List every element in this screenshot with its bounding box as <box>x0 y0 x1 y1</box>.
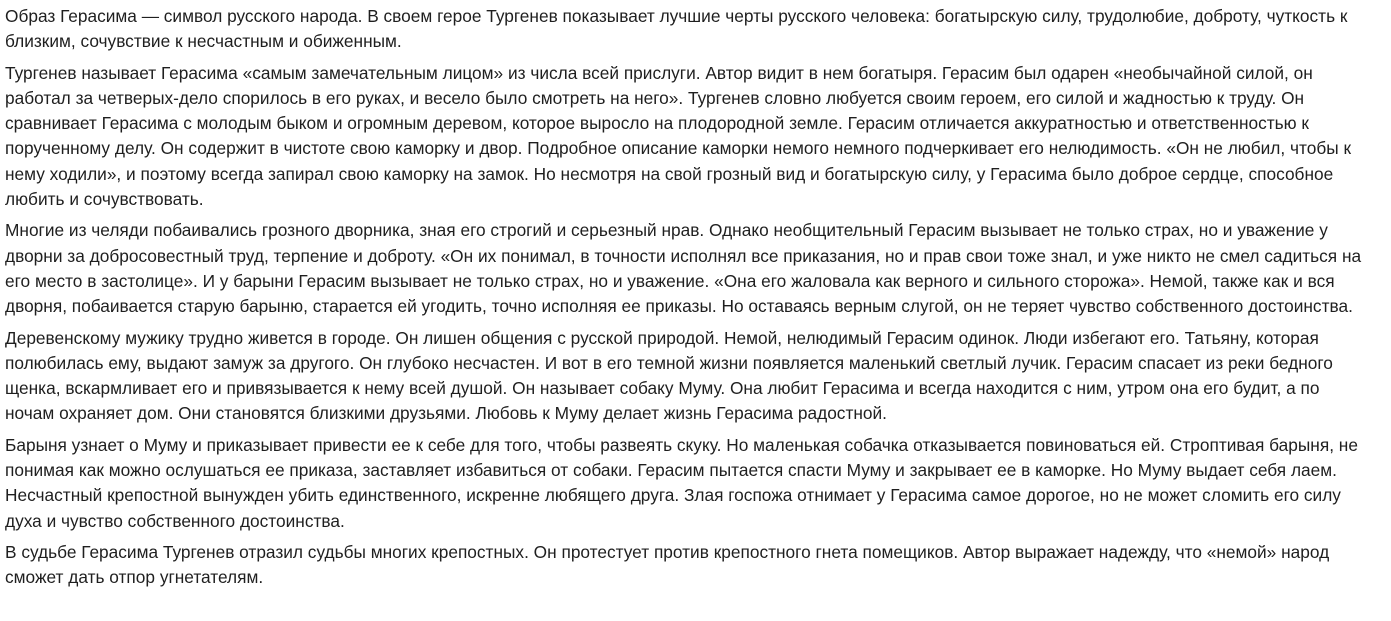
paragraph-1: Образ Герасима — символ русского народа. В своем герое Тургенев показывает лучшие черты русского человека: богатырскую силу, трудолюбие, доброту, чуткость к близким, сочувствие к несчастным и обиженным. <box>5 6 1348 52</box>
paragraph-6: В судьбе Герасима Тургенев отразил судьбы многих крепостных. Он протестует против крепостного гнета помещиков. Автор выражает надежду, что «немой» народ сможет дать отпор угнетателям. <box>5 541 1330 588</box>
paragraph-4: Деревенскому мужику трудно живется в городе. Он лишен общения с русской природой. Немой, нелюдимый Герасим одинок. Люди избегают его. Татьяну, которая полюбилась ему, выдают замуж за другого. Он глубоко несчастен. И вот в его темной жизни появляется маленький светлый лучик. Герасим спасает из реки бедного щенка, вскармливает его и привязывается к нему всей душой. Он называет собаку Муму. Она любит Герасима и всегда находится с ним, утром она его будит, а по ночам охраняет дом. Они становятся близкими друзьями. Любовь к Муму делает жизнь Герасима радостной. <box>5 327 1333 424</box>
essay-text <box>5 4 1371 597</box>
paragraph-3: Многие из челяди побаивались грозного дворника, зная его строгий и серьезный нрав. Однако необщительный Герасим вызывает не только страх, но и уважение у дворни за добросовестный труд, терпение и доброту. «Он их понимал, в точности исполнял все приказания, но и прав свои тоже знал, и уже никто не смел садиться на его место в застолице». И у барыни Герасим вызывает не только страх, но и уважение. «Она его жаловала как верного и сильного сторожа». Немой, также как и вся дворня, побаивается старую барыню, старается ей угодить, точно исполняя ее приказы. Но оставаясь верным слугой, он не теряет чувство собственного достоинства. <box>5 220 1362 317</box>
paragraph-5: Барыня узнает о Муму и приказывает привести ее к себе для того, чтобы развеять скуку. Но маленькая собачка отказывается повиноваться ей. Строптивая барыня, не понимая как можно ослушаться ее приказа, заставляет избавиться от собаки. Герасим пытается спасти Муму и закрывает ее в каморке. Но Муму выдает себя лаем. Несчастный крепостной вынужден убить единственного, искренне любящего друга. Злая госпожа отнимает у Герасима самое дорогое, но не может сломить его силу духа и чувство собственного достоинства. <box>5 434 1358 531</box>
paragraph-2: Тургенев называет Герасима «самым замечательным лицом» из числа всей прислуги. Автор видит в нем богатыря. Герасим был одарен «необычайной силой, он работал за четверых-дело спорилось в его руках, и весело было смотреть на него». Тургенев словно любуется своим героем, его силой и жадностью к труду. Он сравнивает Герасима с молодым быком и огромным деревом, которое выросло на плодородной земле. Герасим отличается аккуратностью и ответственностью к порученному делу. Он содержит в чистоте свою каморку и двор. Подробное описание каморки немого немного подчеркивает его нелюдимость. «Он не любил, чтобы к нему ходили», и поэтому всегда запирал свою каморку на замок. Но несмотря на свой грозный вид и богатырскую силу, у Герасима было доброе сердце, способное любить и сочувствовать. <box>5 62 1352 210</box>
